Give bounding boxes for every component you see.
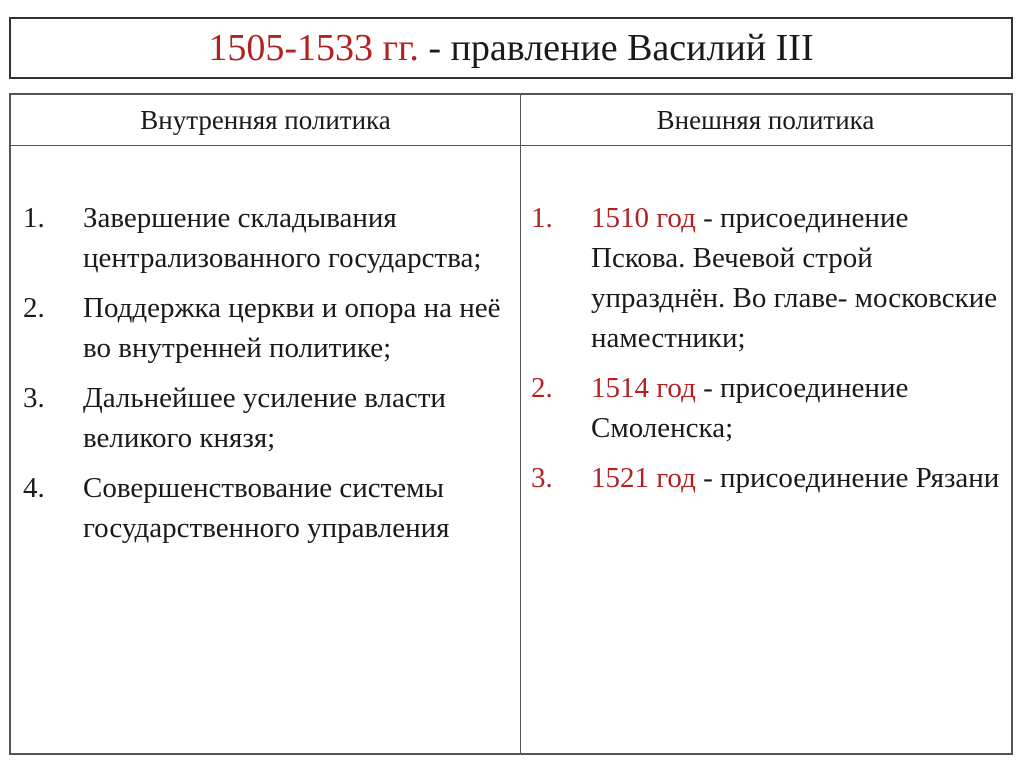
item-text: Завершение складывания централизованного государства;	[83, 202, 482, 274]
list-item	[531, 458, 1001, 498]
item-text	[591, 198, 1001, 358]
item-text: Дальнейшее усиление власти великого князя;	[83, 382, 446, 454]
item-year: 1514 год	[591, 372, 696, 404]
header-external-policy: Внешняя политика	[656, 104, 875, 135]
list-item	[23, 288, 515, 368]
item-year: 1521 год	[591, 462, 696, 494]
item-number: 3.	[23, 382, 45, 414]
title-rest: - правление Василий III	[418, 27, 814, 69]
item-year: 1510 год	[591, 202, 696, 234]
item-number: 1.	[23, 202, 45, 234]
title-years: 1505-1533 гг.	[208, 27, 419, 69]
header-divider	[11, 145, 1011, 146]
item-number: 4.	[23, 472, 45, 504]
internal-policy-list	[23, 198, 515, 558]
header-internal-policy: Внутренняя политика	[140, 104, 391, 135]
list-item	[23, 198, 515, 278]
item-number: 3.	[531, 462, 553, 494]
item-text: Совершенствование системы государственного управления	[83, 472, 450, 544]
external-policy-list	[531, 198, 1001, 508]
item-description: - присоединение Пскова. Вечевой строй упразднён. Во главе- московские наместники;	[591, 202, 998, 354]
item-description: - присоединение Смоленска;	[591, 372, 909, 444]
list-item	[23, 468, 515, 548]
item-description: - присоединение Рязани	[695, 462, 1000, 494]
item-text	[591, 368, 1001, 448]
item-number: 2.	[23, 292, 45, 324]
item-text	[591, 458, 1001, 498]
policy-table	[9, 93, 1013, 755]
list-item	[23, 378, 515, 458]
list-item	[531, 198, 1001, 358]
item-text: Поддержка церкви и опора на неё во внутренней политике;	[83, 292, 501, 364]
page-title	[9, 17, 1013, 79]
column-divider	[520, 95, 521, 753]
item-number: 1.	[531, 202, 553, 234]
list-item	[531, 368, 1001, 448]
item-number: 2.	[531, 372, 553, 404]
